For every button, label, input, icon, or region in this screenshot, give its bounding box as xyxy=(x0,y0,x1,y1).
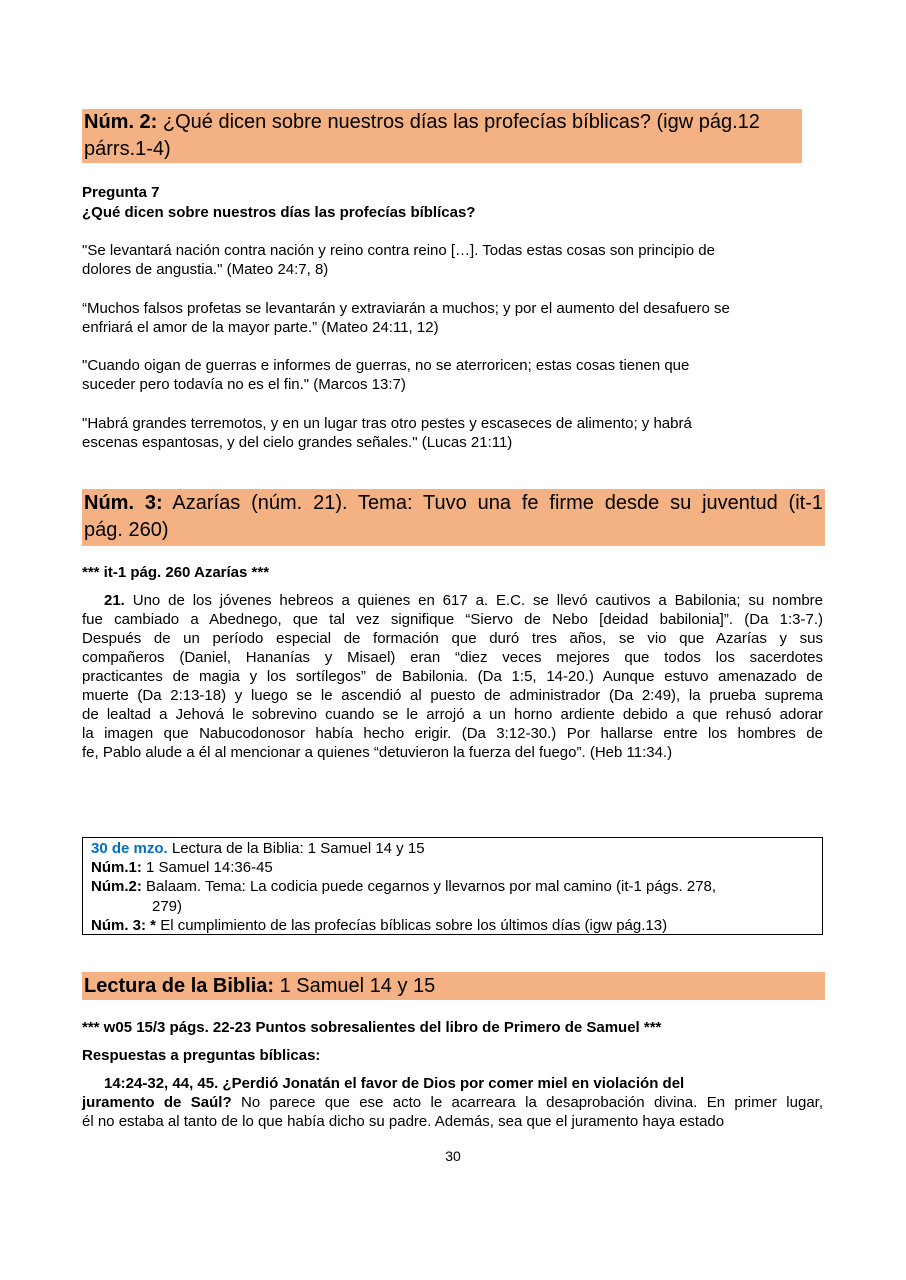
quote-1 xyxy=(82,241,822,279)
quote-2-line2: enfriará el amor de la mayor parte.” (Mateo 24:11, 12) xyxy=(82,319,439,336)
para-line xyxy=(82,591,823,610)
schedule-num1-text: 1 Samuel 14:36-45 xyxy=(146,859,273,877)
schedule-num1-label: Núm.1: xyxy=(91,859,142,877)
quote-4-line2: escenas espantosas, y del cielo grandes señales." (Lucas 21:11) xyxy=(82,434,513,451)
section2-label: Núm. 2: xyxy=(84,111,158,133)
quote-1-line1: "Se levantará nación contra nación y reino contra reino […]. Todas estas cosas son principio de xyxy=(82,242,715,259)
schedule-num2-cont: 279) xyxy=(152,897,183,915)
section2-header xyxy=(82,109,802,163)
schedule-reading: Lectura de la Biblia: 1 Samuel 14 y 15 xyxy=(171,840,425,857)
schedule-box xyxy=(82,837,823,935)
para-line: de lealtad a Jehová le sobrevino cuando se le arrojó a un horno ardiente debido a que rehusó adorar xyxy=(82,706,823,723)
section3-title-line2: pág. 260) xyxy=(84,519,169,541)
schedule-date-line xyxy=(91,839,814,858)
quote-2-line1: “Muchos falsos profetas se levantarán y extraviarán a muchos; y por el aumento del desafuero se xyxy=(82,300,730,317)
quote-2 xyxy=(82,299,822,337)
para-number: 21. xyxy=(104,592,125,609)
quote-4 xyxy=(82,414,822,452)
schedule-num3-label: Núm. 3: * xyxy=(91,916,157,934)
reading-reference: *** w05 15/3 págs. 22-23 Puntos sobresalientes del libro de Primero de Samuel *** xyxy=(82,1019,662,1036)
question-text: ¿Qué dicen sobre nuestros días las profecías bíblícas? xyxy=(82,204,476,221)
para-line: fue cambiado a Abednego, que tal vez signifique “Siervo de Nebo [deidad babilonia]”. (Da 1:3-7.) xyxy=(82,611,823,628)
schedule-num3-text: El cumplimiento de las profecías bíblicas sobre los últimos días (igw pág.13) xyxy=(160,916,668,934)
reading-label: Lectura de la Biblia: xyxy=(84,975,275,997)
para-line: Después de un período especial de formación que duró tres años, se vio que Azarías y sus xyxy=(82,630,823,647)
quote-3-line1: "Cuando oigan de guerras e informes de guerras, no se aterroricen; estas cosas tienen que xyxy=(82,357,690,374)
answer-line1: 14:24-32, 44, 45. ¿Perdió Jonatán el favor de Dios por comer miel en violación del xyxy=(104,1075,685,1092)
answer-line3: él no estaba al tanto de lo que había dicho su padre. Además, sea que el juramento haya estado xyxy=(82,1113,725,1130)
answer-text: No parece que ese acto le acarreara la desaprobación divina. En primer lugar, xyxy=(231,1094,823,1111)
section3-label: Núm. 3: xyxy=(84,492,163,514)
quote-3 xyxy=(82,356,822,394)
reading-answer xyxy=(82,1074,823,1131)
schedule-num2-text: Balaam. Tema: La codicia puede cegarnos y llevarnos por mal camino (it-1 págs. 278, xyxy=(146,878,717,896)
para-line-text: Uno de los jóvenes hebreos a quienes en 617 a. E.C. se llevó cautivos a Babilonia; su nombre xyxy=(132,592,823,609)
reading-subhead: Respuestas a preguntas bíblicas: xyxy=(82,1047,321,1064)
schedule-num2-label: Núm.2: xyxy=(91,878,142,896)
reading-header xyxy=(82,972,825,1000)
para-line: la imagen que Nabucodonosor había hecho erigir. (Da 3:12-30.) Por hallarse entre los hombres de xyxy=(82,725,823,742)
section3-reference: *** it-1 pág. 260 Azarías *** xyxy=(82,564,270,581)
answer-line2 xyxy=(82,1093,823,1112)
page-number: 30 xyxy=(445,1148,461,1164)
para-line: practicantes de magia y los sortílegos” de Babilonia. (Da 1:5, 14-20.) Aunque estuvo amenazado de xyxy=(82,668,823,685)
section3-title: Azarías (núm. 21). Tema: Tuvo una fe firme desde su juventud (it-1 xyxy=(172,492,823,514)
schedule-num2 xyxy=(91,877,814,896)
answer-question-end: juramento de Saúl? xyxy=(82,1094,232,1111)
section2-title: ¿Qué dicen sobre nuestros días las profecías bíblicas? (igw pág.12 xyxy=(162,111,760,133)
section2-title-line1 xyxy=(84,109,800,136)
quote-1-line2: dolores de angustia." (Mateo 24:7, 8) xyxy=(82,261,329,278)
schedule-num1 xyxy=(91,858,814,877)
schedule-num3 xyxy=(91,916,814,935)
quote-3-line2: suceder pero todavía no es el fin." (Marcos 13:7) xyxy=(82,376,406,393)
azarias-paragraph xyxy=(82,591,823,762)
para-line: muerte (Da 2:13-18) y luego se le ascendió al puesto de administrador (Da 2:49), la prueba suprema xyxy=(82,687,823,704)
question-label: Pregunta 7 xyxy=(82,184,160,201)
quote-4-line1: "Habrá grandes terremotos, y en un lugar tras otro pestes y escaseces de alimento; y habrá xyxy=(82,415,692,432)
schedule-date: 30 de mzo. xyxy=(91,840,168,857)
section3-header xyxy=(82,489,825,546)
para-line: compañeros (Daniel, Hananías y Misael) eran “diez veces mejores que todos los sacerdotes xyxy=(82,649,823,666)
section2-title-line2: párrs.1-4) xyxy=(84,138,171,160)
reading-title: 1 Samuel 14 y 15 xyxy=(279,975,436,997)
section3-title-line1 xyxy=(84,490,823,517)
para-line: fe, Pablo alude a él al mencionar a quienes “detuvieron la fuerza del fuego”. (Heb 11:34.) xyxy=(82,744,673,761)
